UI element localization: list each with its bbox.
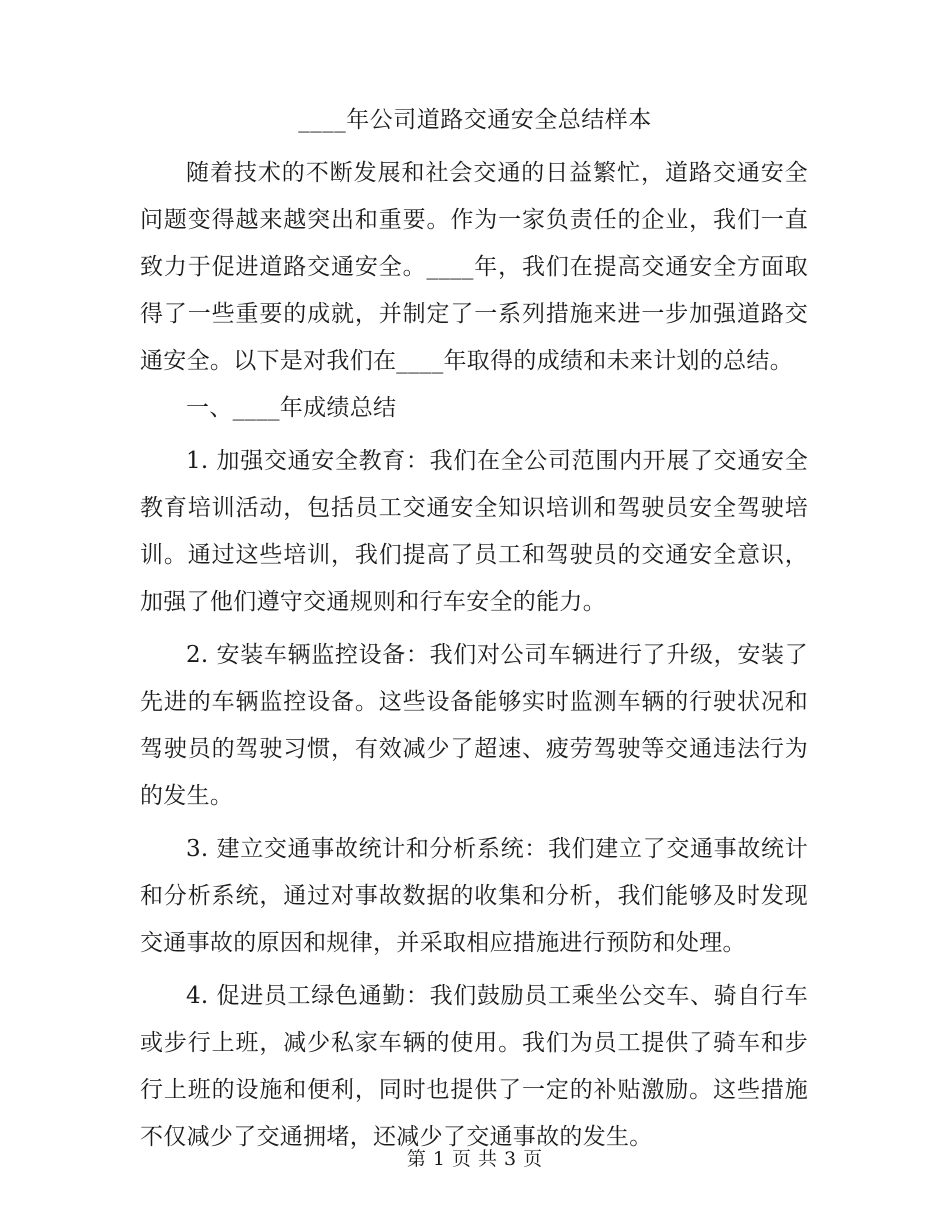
page-total: 3 (504, 1148, 518, 1170)
item-paragraph-2: 2. 安装车辆监控设备：我们对公司车辆进行了升级，安装了先进的车辆监控设备。这些设备能够实时监测车辆的行驶状况和驾驶员的驾驶习惯，有效减少了超速、疲劳驾驶等交通违法行为的发生。 (140, 642, 808, 809)
page-current: 1 (432, 1148, 446, 1170)
document-title: ____年公司道路交通安全总结样本 (298, 107, 652, 133)
page-unit: 页 (451, 1148, 472, 1170)
intro-paragraph: 随着技术的不断发展和社会交通的日益繁忙，道路交通安全问题变得越来越突出和重要。作为一家负责任的企业，我们一直致力于促进道路交通安全。____年，我们在提高交通安全方面取得了一些重要的成就，并制定了一系列措施来进一步加强道路交通安全。以下是对我们在____年取得的成绩和未来计划的总结。 (140, 160, 808, 374)
page-prefix: 第 (406, 1148, 427, 1170)
page-footer (0, 1146, 950, 1172)
item-paragraph-3: 3. 建立交通事故统计和分析系统：我们建立了交通事故统计和分析系统，通过对事故数据的收集和分析，我们能够及时发现交通事故的原因和规律，并采取相应措施进行预防和处理。 (140, 836, 808, 956)
item-paragraph-4: 4. 促进员工绿色通勤：我们鼓励员工乘坐公交车、骑自行车或步行上班，减少私家车辆的使用。我们为员工提供了骑车和步行上班的设施和便利，同时也提供了一定的补贴激励。这些措施不仅减少了交通拥堵，还减少了交通事故的发生。 (140, 983, 808, 1150)
document-body (140, 150, 808, 1161)
section-heading: 一、____年成绩总结 (186, 395, 397, 421)
item-paragraph-1: 1. 加强交通安全教育：我们在全公司范围内开展了交通安全教育培训活动，包括员工交通安全知识培训和驾驶员安全驾驶培训。通过这些培训，我们提高了员工和驾驶员的交通安全意识，加强了他们遵守交通规则和行车安全的能力。 (140, 448, 808, 615)
total-prefix: 共 (478, 1148, 499, 1170)
total-unit: 页 (523, 1148, 544, 1170)
